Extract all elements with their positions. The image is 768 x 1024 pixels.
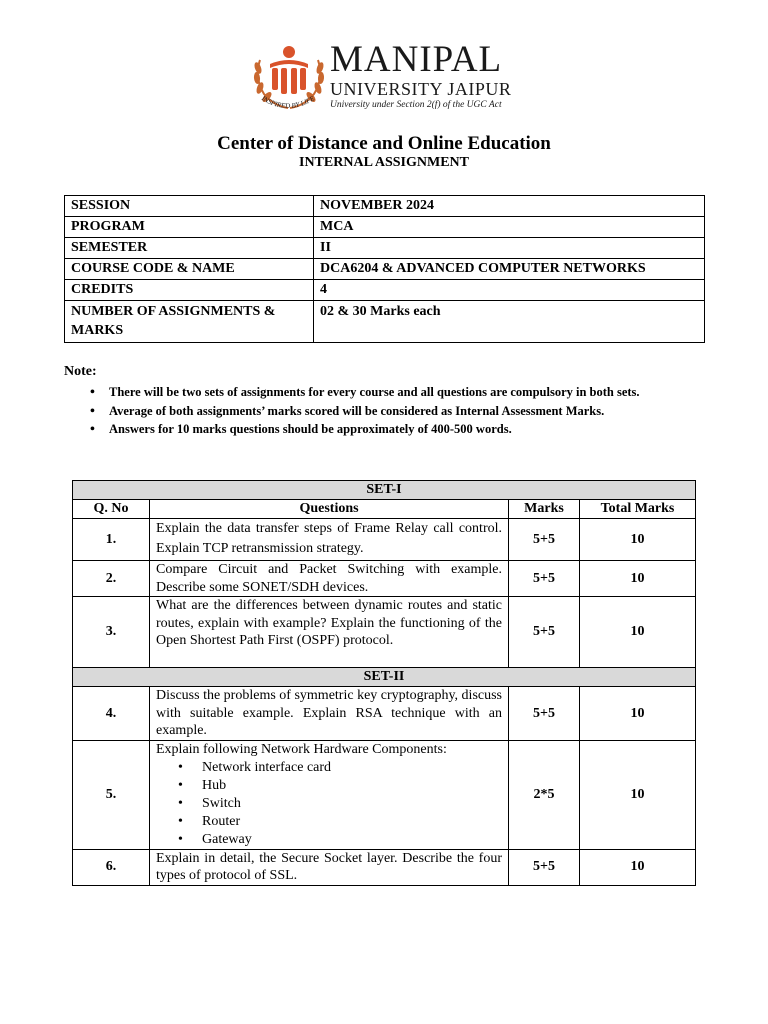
column-header-qno: Q. No — [73, 500, 150, 519]
info-value: 02 & 30 Marks each — [314, 301, 705, 343]
table-row — [65, 280, 705, 301]
list-item: • Network interface card — [202, 759, 502, 777]
question-marks: 5+5 — [509, 687, 580, 741]
list-item: • Answers for 10 marks questions should be approximately of 400-500 words. — [90, 421, 690, 439]
page-subtitle: INTERNAL ASSIGNMENT — [299, 155, 469, 170]
list-item: • Switch — [202, 795, 502, 813]
table-row — [73, 561, 696, 597]
list-item: • Hub — [202, 777, 502, 795]
info-key: PROGRAM — [65, 217, 314, 238]
list-item: • There will be two sets of assignments for every course and all questions are compulsory in both sets. — [90, 384, 690, 402]
question-total: 10 — [580, 561, 696, 597]
table-row — [65, 259, 705, 280]
question-marks: 2*5 — [509, 741, 580, 850]
question-total: 10 — [580, 741, 696, 850]
question-text: Explain following Network Hardware Components: — [156, 742, 447, 757]
table-row — [73, 519, 696, 561]
questions-table — [72, 480, 696, 886]
list-item: • Average of both assignments’ marks scored will be considered as Internal Assessment Marks. — [90, 403, 690, 421]
question-text: Explain in detail, the Secure Socket layer. Describe the four types of protocol of SSL. — [150, 849, 509, 885]
question-number: 1. — [73, 519, 150, 561]
logo-wordmark — [330, 40, 511, 110]
question-number: 3. — [73, 597, 150, 668]
question-total: 10 — [580, 519, 696, 561]
question-text: Compare Circuit and Packet Switching with example. Describe some SONET/SDH devices. — [150, 561, 509, 597]
info-value: 4 — [314, 280, 705, 301]
university-logo — [250, 38, 530, 118]
question-text: What are the differences between dynamic routes and static routes, explain with example? Explain the functioning of the Open Shortest Path First (OSPF) protocol. — [150, 597, 509, 668]
logo-subtitle: UNIVERSITY JAIPUR — [330, 79, 512, 99]
logo-motto — [248, 94, 328, 120]
table-row — [65, 301, 705, 343]
info-key: NUMBER OF ASSIGNMENTS & MARKS — [65, 301, 314, 343]
column-header-row — [73, 500, 696, 519]
page-title: Center of Distance and Online Education — [217, 133, 551, 154]
question-text: Discuss the problems of symmetric key cryptography, discuss with suitable example. Explain RSA technique with an example. — [150, 687, 509, 741]
question-cell — [150, 741, 509, 850]
info-key: SEMESTER — [65, 238, 314, 259]
info-value: MCA — [314, 217, 705, 238]
list-item: • Router — [202, 813, 502, 831]
info-key: SESSION — [65, 196, 314, 217]
question-total: 10 — [580, 849, 696, 885]
list-item: • Gateway — [202, 831, 502, 849]
set-2-heading: SET-II — [73, 668, 696, 687]
table-row — [73, 687, 696, 741]
table-row — [65, 238, 705, 259]
info-key: CREDITS — [65, 280, 314, 301]
column-header-total: Total Marks — [580, 500, 696, 519]
set-header-row — [73, 668, 696, 687]
table-row — [65, 217, 705, 238]
column-header-marks: Marks — [509, 500, 580, 519]
info-value: DCA6204 & ADVANCED COMPUTER NETWORKS — [314, 259, 705, 280]
info-value: II — [314, 238, 705, 259]
question-number: 5. — [73, 741, 150, 850]
question-number: 6. — [73, 849, 150, 885]
question-marks: 5+5 — [509, 561, 580, 597]
table-row — [65, 196, 705, 217]
question-number: 2. — [73, 561, 150, 597]
table-row — [73, 597, 696, 668]
set-1-heading: SET-I — [73, 481, 696, 500]
component-list — [156, 759, 502, 849]
svg-text:INSPIRED BY LIFE: INSPIRED BY LIFE — [260, 94, 316, 111]
table-row — [73, 849, 696, 885]
column-header-questions: Questions — [150, 500, 509, 519]
table-row — [73, 741, 696, 850]
notes-list — [90, 384, 690, 440]
question-total: 10 — [580, 597, 696, 668]
info-key: COURSE CODE & NAME — [65, 259, 314, 280]
question-total: 10 — [580, 687, 696, 741]
question-number: 4. — [73, 687, 150, 741]
assignment-info-table — [64, 195, 705, 343]
question-marks: 5+5 — [509, 849, 580, 885]
note-heading: Note: — [64, 364, 97, 379]
question-marks: 5+5 — [509, 597, 580, 668]
info-value: NOVEMBER 2024 — [314, 196, 705, 217]
logo-tagline: University under Section 2(f) of the UGC Act — [330, 100, 502, 110]
question-text: Explain the data transfer steps of Frame Relay call control. Explain TCP retransmission strategy. — [150, 519, 509, 561]
logo-title: MANIPAL — [330, 39, 503, 80]
set-header-row — [73, 481, 696, 500]
question-marks: 5+5 — [509, 519, 580, 561]
